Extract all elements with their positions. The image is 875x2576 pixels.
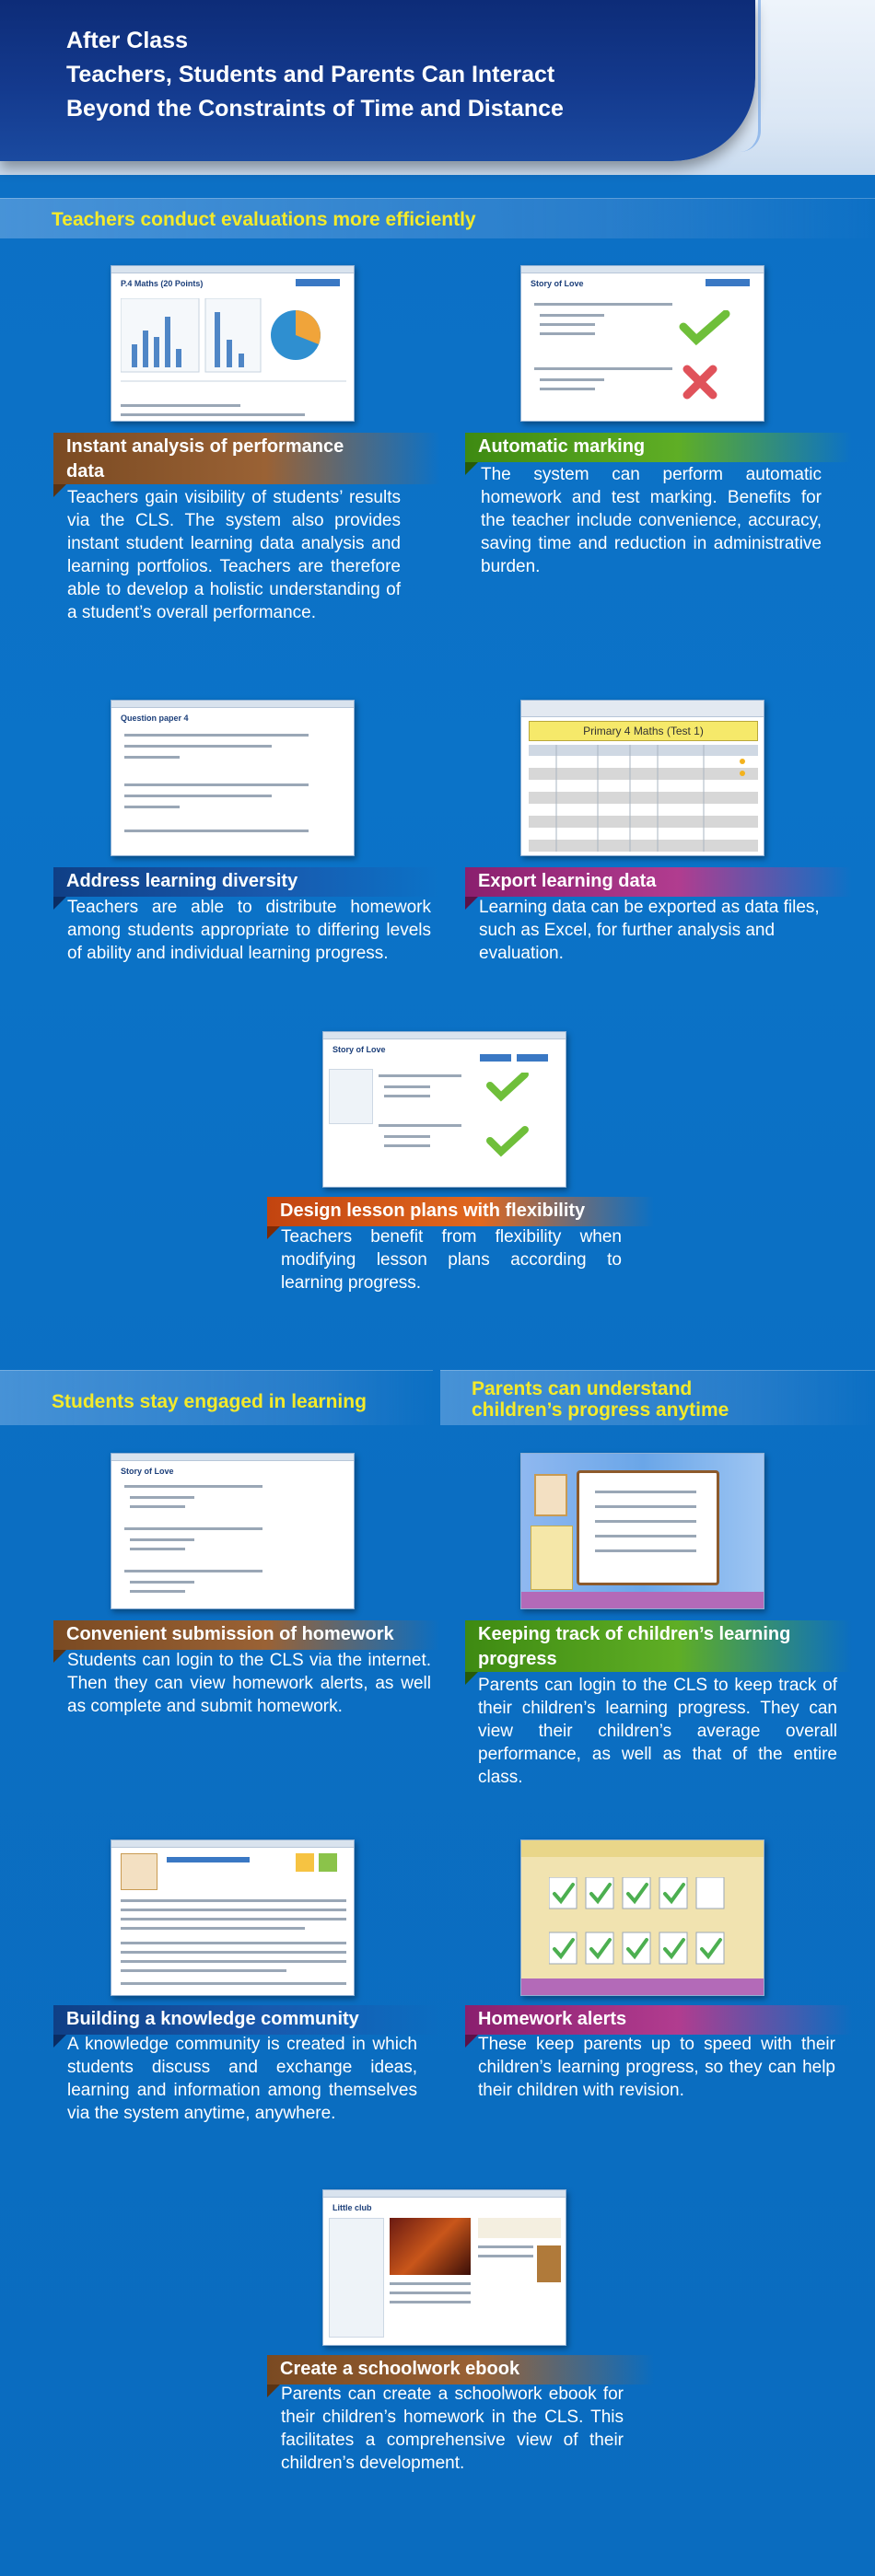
feature-alerts-title: Homework alerts xyxy=(465,2005,852,2035)
screenshot-submission xyxy=(111,1453,355,1609)
homework-alert-icons xyxy=(549,1877,738,1978)
screenshot-tracking xyxy=(520,1453,764,1609)
section-teachers-title: Teachers conduct evaluations more efficiently xyxy=(52,209,476,230)
feature-export-data-title: Export learning data xyxy=(465,867,852,897)
check-icons xyxy=(484,1073,540,1174)
ribbon-fold xyxy=(465,462,478,475)
spreadsheet-grid xyxy=(529,745,758,853)
feature-instant-analysis-text: Teachers gain visibility of students’ results via the CLS. The system also provides instant student learning data analysis and learning portfolios. Teachers are therefore able to develop a holistic understanding of a student’s overall performance. xyxy=(67,488,401,622)
feature-alerts-text: These keep parents up to speed with their children’s learning progress, so they can help their children with revision. xyxy=(478,2035,835,2100)
ribbon-fold xyxy=(267,1226,280,1239)
feature-ebook-title: Create a schoolwork ebook xyxy=(267,2355,654,2385)
section-students-title: Students stay engaged in learning xyxy=(52,1391,367,1412)
feature-submission-title: Convenient submission of homework xyxy=(53,1620,440,1650)
feature-community-title: Building a knowledge community xyxy=(53,2005,440,2035)
section-students xyxy=(0,1370,433,1425)
feature-ebook-text: Parents can create a schoolwork ebook for their children’s homework in the CLS. This facilitates a comprehensive view of their children’s development. xyxy=(281,2385,624,2473)
screenshot-lesson-plans-title: Story of Love xyxy=(332,1045,386,1054)
feature-community-text: A knowledge community is created in which students discuss and exchange ideas, learning and information among themselves via the system anytime, anywhere. xyxy=(67,2035,417,2123)
screenshot-lesson-plans xyxy=(322,1031,566,1188)
section-teachers xyxy=(0,198,875,238)
title-line-3: Beyond the Constraints of Time and Distance xyxy=(66,96,564,122)
ribbon-fold xyxy=(53,1650,66,1663)
ribbon-fold xyxy=(465,1672,478,1685)
ribbon-fold xyxy=(267,2385,280,2397)
title-line-1: After Class xyxy=(66,28,188,53)
ribbon-fold xyxy=(465,2035,478,2048)
page-title xyxy=(66,24,564,126)
section-parents-title-line-2: children’s progress anytime xyxy=(472,1399,729,1421)
ribbon-fold xyxy=(465,897,478,910)
screenshot-ebook-title: Little club xyxy=(332,2203,372,2212)
section-parents-title-line-1: Parents can understand xyxy=(472,1378,693,1399)
screenshot-analysis xyxy=(111,265,355,422)
screenshot-ebook xyxy=(322,2189,566,2346)
chart-preview xyxy=(121,298,346,386)
screenshot-export xyxy=(520,700,764,856)
feature-automatic-marking-title: Automatic marking xyxy=(465,433,852,462)
screenshot-alerts xyxy=(520,1839,764,1996)
feature-learning-diversity-title: Address learning diversity xyxy=(53,867,440,897)
screenshot-marking xyxy=(520,265,764,422)
screenshot-diversity-title: Question paper 4 xyxy=(121,714,189,723)
feature-export-data-text: Learning data can be exported as data files, such as Excel, for further analysis and evaluation. xyxy=(479,898,820,963)
ribbon-fold xyxy=(53,2035,66,2048)
feature-automatic-marking-text: The system can perform automatic homework and test marking. Benefits for the teacher include convenience, accuracy, saving time and reduction in administrative burden. xyxy=(481,465,822,576)
feature-submission-text: Students can login to the CLS via the internet. Then they can view homework alerts, as well as complete and submit homework. xyxy=(67,1651,431,1716)
title-line-2: Teachers, Students and Parents Can Interact xyxy=(66,62,555,87)
feature-instant-analysis-title: Instant analysis of performance data xyxy=(53,433,440,484)
feature-learning-diversity-text: Teachers are able to distribute homework among students appropriate to differing levels of ability and individual learning progress. xyxy=(67,898,431,963)
screenshot-community xyxy=(111,1839,355,1996)
feature-lesson-plans-title: Design lesson plans with flexibility xyxy=(267,1197,654,1226)
screenshot-marking-title: Story of Love xyxy=(531,279,584,288)
ribbon-fold xyxy=(53,897,66,910)
check-and-cross-icons xyxy=(678,310,733,402)
feature-lesson-plans-text: Teachers benefit from flexibility when modifying lesson plans according to learning progress. xyxy=(281,1227,622,1293)
feature-tracking-text: Parents can login to the CLS to keep track of their children’s learning progress. They can view their children’s average overall performance, as well as that of the entire class. xyxy=(478,1676,837,1787)
screenshot-submission-title: Story of Love xyxy=(121,1467,174,1476)
section-parents xyxy=(440,1370,875,1425)
feature-tracking-title: Keeping track of children’s learning progress xyxy=(465,1620,852,1672)
screenshot-analysis-title: P.4 Maths (20 Points) xyxy=(121,279,204,288)
ribbon-fold xyxy=(53,484,66,497)
screenshot-diversity xyxy=(111,700,355,856)
screenshot-export-title: Primary 4 Maths (Test 1) xyxy=(529,721,758,741)
